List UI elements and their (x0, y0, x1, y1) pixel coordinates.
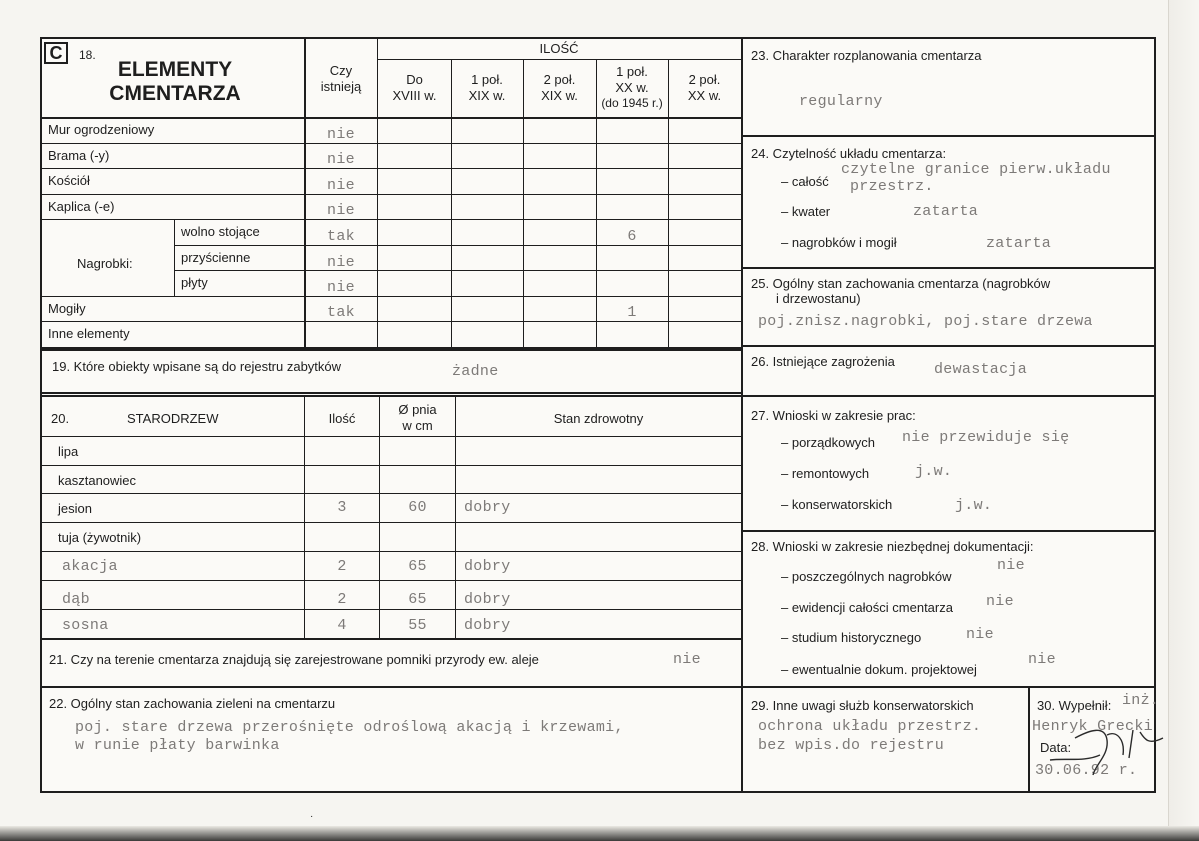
s27-label: 27. Wnioski w zakresie prac: (751, 408, 916, 423)
s19-value: żadne (452, 363, 499, 380)
s28-item1-label: – poszczególnych nagrobków (781, 569, 952, 584)
s28-item4-label: – ewentualnie dokum. projektowej (781, 662, 977, 677)
tree-dab-qty: 2 (337, 591, 347, 608)
row-przyscienne-exists: nie (327, 254, 355, 271)
s24-kwater-value: zatarta (913, 203, 979, 220)
s25-label-2: i drzewostanu) (776, 291, 861, 306)
s24-nagrobkow-value: zatarta (986, 235, 1052, 252)
row-kaplica-label: Kaplica (-e) (48, 199, 115, 214)
section-letter-box (44, 42, 68, 64)
row-plyty-label: płyty (181, 275, 208, 290)
s28-label: 28. Wnioski w zakresie niezbędnej dokumentacji: (751, 539, 1034, 554)
row-mur-exists: nie (327, 126, 355, 143)
period-2-line1: 1 poł. (471, 72, 503, 87)
s28-item4-value: nie (1028, 651, 1056, 668)
tree-lipa: lipa (58, 444, 79, 459)
tree-dab: dąb (62, 591, 90, 608)
row-mogily-exists: tak (327, 304, 355, 321)
period-4-line2: XX w. (615, 80, 649, 95)
row-wolno-exists: tak (327, 228, 355, 245)
s20-title: STARODRZEW (127, 411, 219, 426)
tree-sosna-health: dobry (464, 617, 511, 634)
period-1-line2: XVIII w. (392, 88, 437, 103)
row-mogily-qty: 1 (627, 304, 637, 321)
row-wolno-label: wolno stojące (181, 224, 260, 239)
s25-value: poj.znisz.nagrobki, poj.stare drzewa (758, 313, 1093, 330)
col-exists-line2: istnieją (320, 79, 362, 94)
s24-calosc-value-1: czytelne granice pierw.układu (841, 161, 1111, 178)
period-1-line1: Do (406, 72, 423, 87)
s20-number: 20. (51, 411, 70, 426)
s29-line1: ochrona układu przestrz. (758, 718, 982, 735)
tree-akacja-qty: 2 (337, 558, 347, 575)
period-3-line1: 2 poł. (543, 72, 576, 87)
card-edge (1168, 0, 1199, 826)
tree-tuja: tuja (żywotnik) (58, 530, 142, 545)
period-3-line2: XIX w. (541, 88, 578, 103)
period-5-line2: XX w. (687, 88, 722, 103)
tree-kasztanowiec: kasztanowiec (58, 473, 137, 488)
tree-akacja: akacja (62, 558, 118, 575)
s28-item3-label: – studium historycznego (781, 630, 922, 645)
row-kosciol-exists: nie (327, 177, 355, 194)
s22-line2: w runie płaty barwinka (75, 737, 280, 754)
s30-label: 30. Wypełnił: (1037, 698, 1112, 713)
row-kaplica-exists: nie (327, 202, 355, 219)
period-5-line1: 2 poł. (688, 72, 721, 87)
period-4-line1: 1 poł. (616, 64, 648, 79)
tree-dab-health: dobry (464, 591, 511, 608)
speck: · (310, 811, 314, 822)
s28-item2-value: nie (986, 593, 1014, 610)
period-2-line2: XIX w. (468, 88, 506, 103)
s21-value: nie (673, 651, 701, 668)
signature-icon (1045, 700, 1170, 780)
col-ilosc: ILOŚĆ (539, 41, 579, 56)
period-4-line3: (do 1945 r.) (601, 96, 663, 110)
s23-value: regularny (799, 93, 883, 110)
s20-col-diam-line2: w cm (402, 418, 433, 433)
row-brama-exists: nie (327, 151, 355, 168)
s27-remontowych-label: – remontowych (781, 466, 870, 481)
s18-title-line2: CMENTARZA (109, 82, 241, 105)
s24-nagrobkow-label: – nagrobków i mogił (781, 235, 897, 250)
row-plyty-exists: nie (327, 279, 355, 296)
s27-porzadkowych-label: – porządkowych (781, 435, 875, 450)
card-shadow (0, 826, 1199, 841)
s24-calosc-value-2: przestrz. (850, 178, 934, 195)
s21-label: 21. Czy na terenie cmentarza znajdują się zarejestrowane pomniki przyrody ew. aleje (49, 652, 539, 667)
s26-label: 26. Istniejące zagrożenia (751, 354, 895, 369)
tree-akacja-health: dobry (464, 558, 511, 575)
section-letter: C (49, 43, 63, 63)
row-mur-label: Mur ogrodzeniowy (48, 122, 155, 137)
s20-col-health: Stan zdrowotny (553, 411, 644, 426)
tree-jesion-diam: 60 (408, 499, 427, 516)
s27-porzadkowych-value: nie przewiduje się (902, 429, 1070, 446)
s29-label: 29. Inne uwagi służb konserwatorskich (751, 698, 974, 713)
row-wolno-qty: 6 (627, 228, 637, 245)
s30-date-label: Data: (1040, 740, 1072, 755)
s30-title: inż. (1122, 692, 1160, 709)
s24-label: 24. Czytelność układu cmentarza: (751, 146, 947, 161)
row-kosciol-label: Kościół (48, 173, 90, 188)
row-inne-label: Inne elementy (48, 326, 130, 341)
nagrobki-label: Nagrobki: (77, 256, 133, 271)
row-mogily-label: Mogiły (48, 301, 86, 316)
row-brama-label: Brama (-y) (48, 148, 110, 163)
s28-item1-value: nie (997, 557, 1025, 574)
tree-dab-diam: 65 (408, 591, 427, 608)
tree-jesion: jesion (58, 501, 92, 516)
s29-line2: bez wpis.do rejestru (758, 737, 945, 754)
s25-label-1: 25. Ogólny stan zachowania cmentarza (nagrobków (751, 276, 1051, 291)
s27-remontowych-value: j.w. (915, 463, 953, 480)
s28-item2-label: – ewidencji całości cmentarza (781, 600, 953, 615)
s24-kwater-label: – kwater (781, 204, 831, 219)
s19-label: 19. Które obiekty wpisane są do rejestru zabytków (52, 359, 342, 374)
s28-item3-value: nie (966, 626, 994, 643)
s27-konserwatorskich-value: j.w. (955, 497, 993, 514)
tree-jesion-qty: 3 (337, 499, 347, 516)
col-exists-line1: Czy (329, 63, 353, 78)
tree-jesion-health: dobry (464, 499, 511, 516)
s22-label: 22. Ogólny stan zachowania zieleni na cmentarzu (49, 696, 336, 711)
s20-col-diam-line1: Ø pnia (398, 402, 437, 417)
s18-number: 18. (79, 48, 96, 62)
s27-konserwatorskich-label: – konserwatorskich (781, 497, 893, 512)
s24-calosc-label: – całość (781, 174, 829, 189)
s20-col-qty: Ilość (328, 411, 356, 426)
s26-value: dewastacja (934, 361, 1028, 378)
s23-label: 23. Charakter rozplanowania cmentarza (751, 48, 982, 63)
s18-title-line1: ELEMENTY (117, 58, 233, 81)
row-przyscienne-label: przyścienne (181, 250, 251, 265)
s22-line1: poj. stare drzewa przerośnięte odroślową akacją i krzewami, (75, 719, 624, 736)
tree-sosna: sosna (62, 617, 109, 634)
s30-name: Henryk Grecki (1032, 718, 1153, 735)
tree-sosna-qty: 4 (337, 617, 347, 634)
tree-akacja-diam: 65 (408, 558, 427, 575)
tree-sosna-diam: 55 (408, 617, 427, 634)
s30-date-value: 30.06.92 r. (1035, 762, 1138, 779)
